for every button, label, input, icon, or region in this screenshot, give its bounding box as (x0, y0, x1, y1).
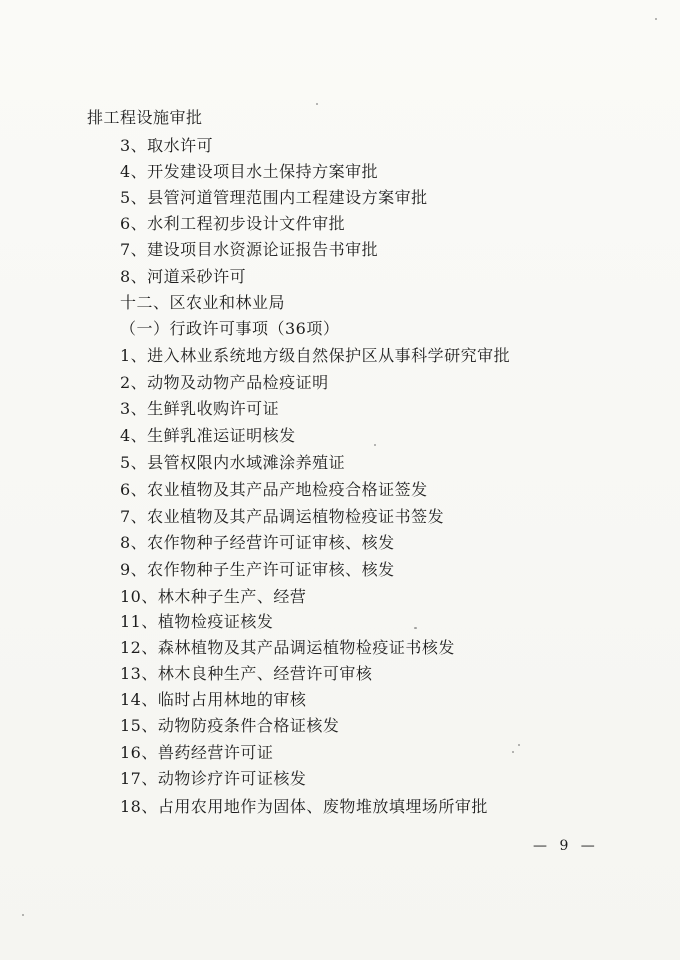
list-item: 13、林木良种生产、经营许可审核 (120, 664, 373, 683)
list-item: 8、农作物种子经营许可证审核、核发 (120, 533, 395, 552)
list-item: 11、植物检疫证核发 (120, 612, 274, 631)
list-item: 12、森林植物及其产品调运植物检疫证书核发 (120, 638, 455, 657)
list-item: 17、动物诊疗许可证核发 (120, 769, 307, 788)
list-item: 6、农业植物及其产品产地检疫合格证签发 (120, 480, 428, 499)
continuation-line: 排工程设施审批 (87, 108, 203, 127)
list-item: 8、河道采砂许可 (120, 267, 247, 286)
scan-speck (316, 103, 318, 105)
list-item: 4、开发建设项目水土保持方案审批 (120, 162, 379, 181)
list-item: 15、动物防疫条件合格证核发 (120, 716, 340, 735)
list-item: 10、林木种子生产、经营 (120, 587, 307, 606)
list-item: 4、生鲜乳准运证明核发 (120, 426, 296, 445)
list-item: 5、县管权限内水域滩涂养殖证 (120, 453, 346, 472)
scan-speck (512, 751, 514, 753)
scan-speck (22, 914, 24, 916)
list-item: 18、占用农用地作为固体、废物堆放填埋场所审批 (120, 797, 488, 816)
scan-speck (518, 744, 520, 746)
list-item: 6、水利工程初步设计文件审批 (120, 214, 346, 233)
scan-speck (655, 18, 657, 20)
page-number: — 9 — (533, 838, 599, 854)
list-item: 14、临时占用林地的审核 (120, 690, 307, 709)
list-item: 1、进入林业系统地方级自然保护区从事科学研究审批 (120, 346, 511, 365)
scan-speck (414, 627, 417, 629)
list-item: 7、建设项目水资源论证报告书审批 (120, 240, 379, 259)
list-item: 3、取水许可 (120, 136, 214, 155)
list-item: 3、生鲜乳收购许可证 (120, 399, 280, 418)
subsection-heading: （一）行政许可事项（36项） (120, 319, 340, 338)
section-heading: 十二、区农业和林业局 (120, 293, 286, 312)
list-item: 16、兽药经营许可证 (120, 743, 274, 762)
scan-speck (374, 444, 376, 446)
list-item: 5、县管河道管理范围内工程建设方案审批 (120, 188, 428, 207)
list-item: 9、农作物种子生产许可证审核、核发 (120, 560, 395, 579)
list-item: 7、农业植物及其产品调运植物检疫证书签发 (120, 507, 445, 526)
list-item: 2、动物及动物产品检疫证明 (120, 373, 329, 392)
